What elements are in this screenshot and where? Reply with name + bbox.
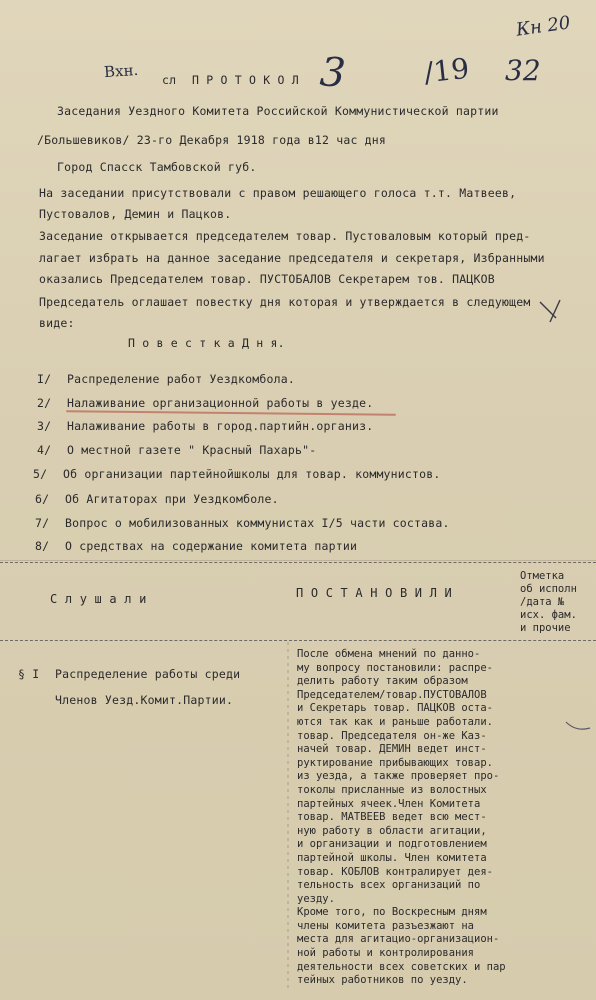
resolution-line: деятельности всех советских и пар (297, 960, 506, 973)
resolution-line: делить работу таким образом (297, 675, 468, 688)
item-number: § I (18, 667, 40, 681)
resolution-line: ной работы и контролирования (297, 947, 475, 960)
column-resolved: П О С Т А Н О В И Л И (296, 586, 452, 600)
protocol-title: П Р О Т О К О Л (192, 73, 299, 87)
agenda-number: 5/ (33, 467, 48, 481)
handwritten-number: 3 (318, 49, 348, 97)
resolution-line: и Секретарь товар. ПАЦКОВ оста- (297, 702, 493, 715)
intro-line: лагает избрать на данное заседание председателя и секретаря, Избранными (39, 251, 545, 265)
resolution-line: уезду. (297, 892, 335, 905)
header-line-2: /Большевиков/ 23-го Декабря 1918 года в12 час дня (37, 133, 387, 147)
intro-line: Председатель оглашает повестку дня которая и утверждается в следующем (39, 295, 531, 309)
resolution-line: места для агитацио-организацион- (297, 933, 500, 946)
resolution-line: ются так как и раньше работали. (297, 715, 493, 728)
column-note-line: Отметка (520, 570, 565, 582)
agenda-number: 6/ (35, 492, 50, 506)
header-line-3: Город Спасск Тамбовской губ. (57, 160, 257, 174)
agenda-number: I/ (37, 372, 52, 386)
agenda-item: Налаживание работы в город.партийн.организ. (67, 419, 374, 433)
column-note-line: исх. фам. (520, 609, 577, 621)
resolution-line: из уезда, а также проверяет про- (297, 770, 500, 783)
resolution-line: токолы присланные из волостных (297, 783, 487, 796)
resolution-line: члены комитета разъезжают на (297, 919, 475, 932)
handwritten-mark: /19 (422, 51, 471, 90)
agenda-item: Налаживание организационной работы в уезде. (67, 396, 374, 410)
handwritten-number-2: 32 (505, 54, 541, 87)
intro-line: оказались Председателем товар. ПУСТОБАЛОВ Секретарем тов. ПАЦКОВ (39, 272, 495, 286)
intro-line: виде: (39, 316, 75, 330)
header-line-1: Заседания Уездного Комитета Российской Коммунистической партии (57, 104, 499, 118)
resolution-line: товар. Председателя он-же Каз- (297, 729, 487, 742)
resolution-line: товар. МАТВЕЕВ ведет всю мест- (297, 811, 487, 824)
resolution-line: товар. КОБЛОВ контралирует дея- (297, 865, 493, 878)
resolution-line: После обмена мнений по данно- (297, 648, 481, 660)
agenda-item: Об организации партейнойшколы для товар. коммунистов. (63, 467, 441, 481)
agenda-item: Распределение работ Уездкомбола. (67, 372, 295, 386)
handwritten-left-note: Вхн. (103, 60, 139, 82)
protocol-prefix: сл (162, 73, 177, 87)
resolution-line: ную работу в области агитации, (297, 824, 487, 837)
resolution-line: руктирование прибывающих товар. (297, 756, 493, 769)
intro-line: Пустовалов, Демин и Пацков. (39, 207, 232, 221)
resolution-line: партейной школы. Член комитета (297, 851, 487, 864)
resolution-line: Кроме того, по Воскресным дням (297, 906, 487, 919)
column-note-line: и прочие (520, 622, 571, 634)
handwritten-corner: Кн 20 (514, 12, 572, 41)
item-heard: Членов Уезд.Комит.Партии. (55, 693, 234, 707)
resolution-line: му вопросу постановили: распре- (297, 661, 493, 674)
agenda-number: 4/ (37, 443, 52, 457)
agenda-item: О средствах на содержание комитета партии (65, 539, 358, 553)
agenda-number: 8/ (35, 539, 50, 553)
resolution-line: партейных ячеек.Член Комитета (297, 797, 481, 810)
agenda-number: 7/ (35, 516, 50, 530)
agenda-title: П о в е с т к а Д н я. (128, 336, 285, 350)
column-note-line: об исполн (520, 583, 577, 595)
item-heard: Распределение работы среди (55, 667, 241, 681)
column-heard: С л у ш а л и (50, 592, 147, 606)
resolution-line: Председателем/товар.ПУСТОВАЛОВ (297, 688, 487, 701)
agenda-item: Вопрос о мобилизованных коммунистах I/5 части состава. (65, 516, 450, 530)
resolution-line: тельность всех организаций по (297, 879, 481, 892)
agenda-number: 2/ (37, 396, 52, 410)
intro-line: На заседании присутствовали с правом решающего голоса т.т. Матвеев, (39, 186, 517, 200)
agenda-item: Об Агитаторах при Уездкомболе. (65, 492, 279, 506)
resolution-line: и организации и подготовлением (297, 838, 487, 851)
resolution-line: тейных работников по уезду. (297, 974, 468, 987)
agenda-number: 3/ (37, 419, 52, 433)
resolution-line: начей товар. ДЕМИН ведет инст- (297, 743, 487, 756)
agenda-item: О местной газете " Красный Пахарь"- (67, 443, 317, 457)
column-note-line: /дата № (520, 596, 565, 608)
intro-line: Заседание открывается председателем товар. Пустоваловым который пред- (39, 229, 531, 243)
